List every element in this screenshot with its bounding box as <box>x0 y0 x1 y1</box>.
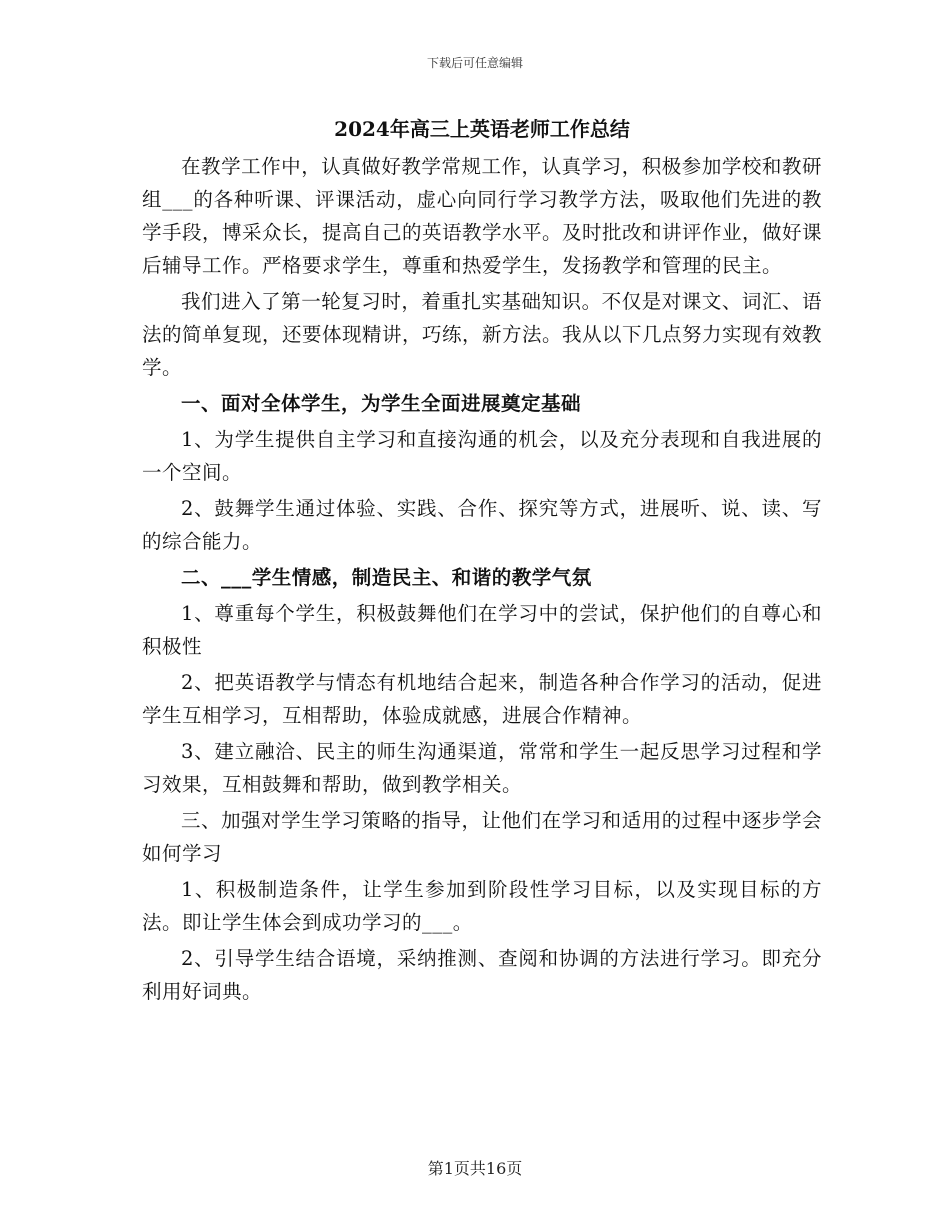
section-3-item-1: 1、积极制造条件，让学生参加到阶段性学习目标，以及实现目标的方法。即让学生体会到成功学习的___。 <box>142 878 822 934</box>
section-2-item-1: 1、尊重每个学生，积极鼓舞他们在学习中的尝试，保护他们的自尊心和积极性 <box>142 602 822 658</box>
section-2-item-3: 3、建立融洽、民主的师生沟通渠道，常常和学生一起反思学习过程和学习效果，互相鼓舞和帮助，做到教学相关。 <box>142 740 822 796</box>
page-number-footer: 第1页共16页 <box>427 1159 523 1178</box>
section-heading-3: 三、加强对学生学习策略的指导，让他们在学习和适用的过程中逐步学会如何学习 <box>142 809 822 865</box>
section-1-item-2: 2、鼓舞学生通过体验、实践、合作、探究等方式，进展听、说、读、写的综合能力。 <box>142 497 822 553</box>
paragraph-intro: 在教学工作中，认真做好教学常规工作，认真学习，积极参加学校和教研组___的各种听课、评课活动，虚心向同行学习教学方法，吸取他们先进的教学手段，博采众长，提高自己的英语教学水平。及时批改和讲评作业，做好课后辅导工作。严格要求学生，尊重和热爱学生，发扬教学和管理的民主。 <box>142 155 823 277</box>
section-1-item-1: 1、为学生提供自主学习和直接沟通的机会，以及充分表现和自我进展的一个空间。 <box>142 428 822 484</box>
header-note: 下载后可任意编辑 <box>426 56 523 70</box>
paragraph-review: 我们进入了第一轮复习时，着重扎实基础知识。不仅是对课文、词汇、语法的简单复现，还要体现精讲，巧练，新方法。我从以下几点努力实现有效教学。 <box>142 290 823 379</box>
section-2-item-2: 2、把英语教学与情态有机地结合起来，制造各种合作学习的活动，促进学生互相学习，互相帮助，体验成就感，进展合作精神。 <box>142 671 822 727</box>
document-title: 2024年高三上英语老师工作总结 <box>334 117 630 141</box>
section-heading-2: 二、___学生情感，制造民主、和谐的教学气氛 <box>181 566 592 589</box>
section-heading-1: 一、面对全体学生，为学生全面进展奠定基础 <box>181 392 582 415</box>
section-3-item-2: 2、引导学生结合语境，采纳推测、查阅和协调的方法进行学习。即充分利用好词典。 <box>142 947 822 1003</box>
document-body <box>142 114 822 1011</box>
